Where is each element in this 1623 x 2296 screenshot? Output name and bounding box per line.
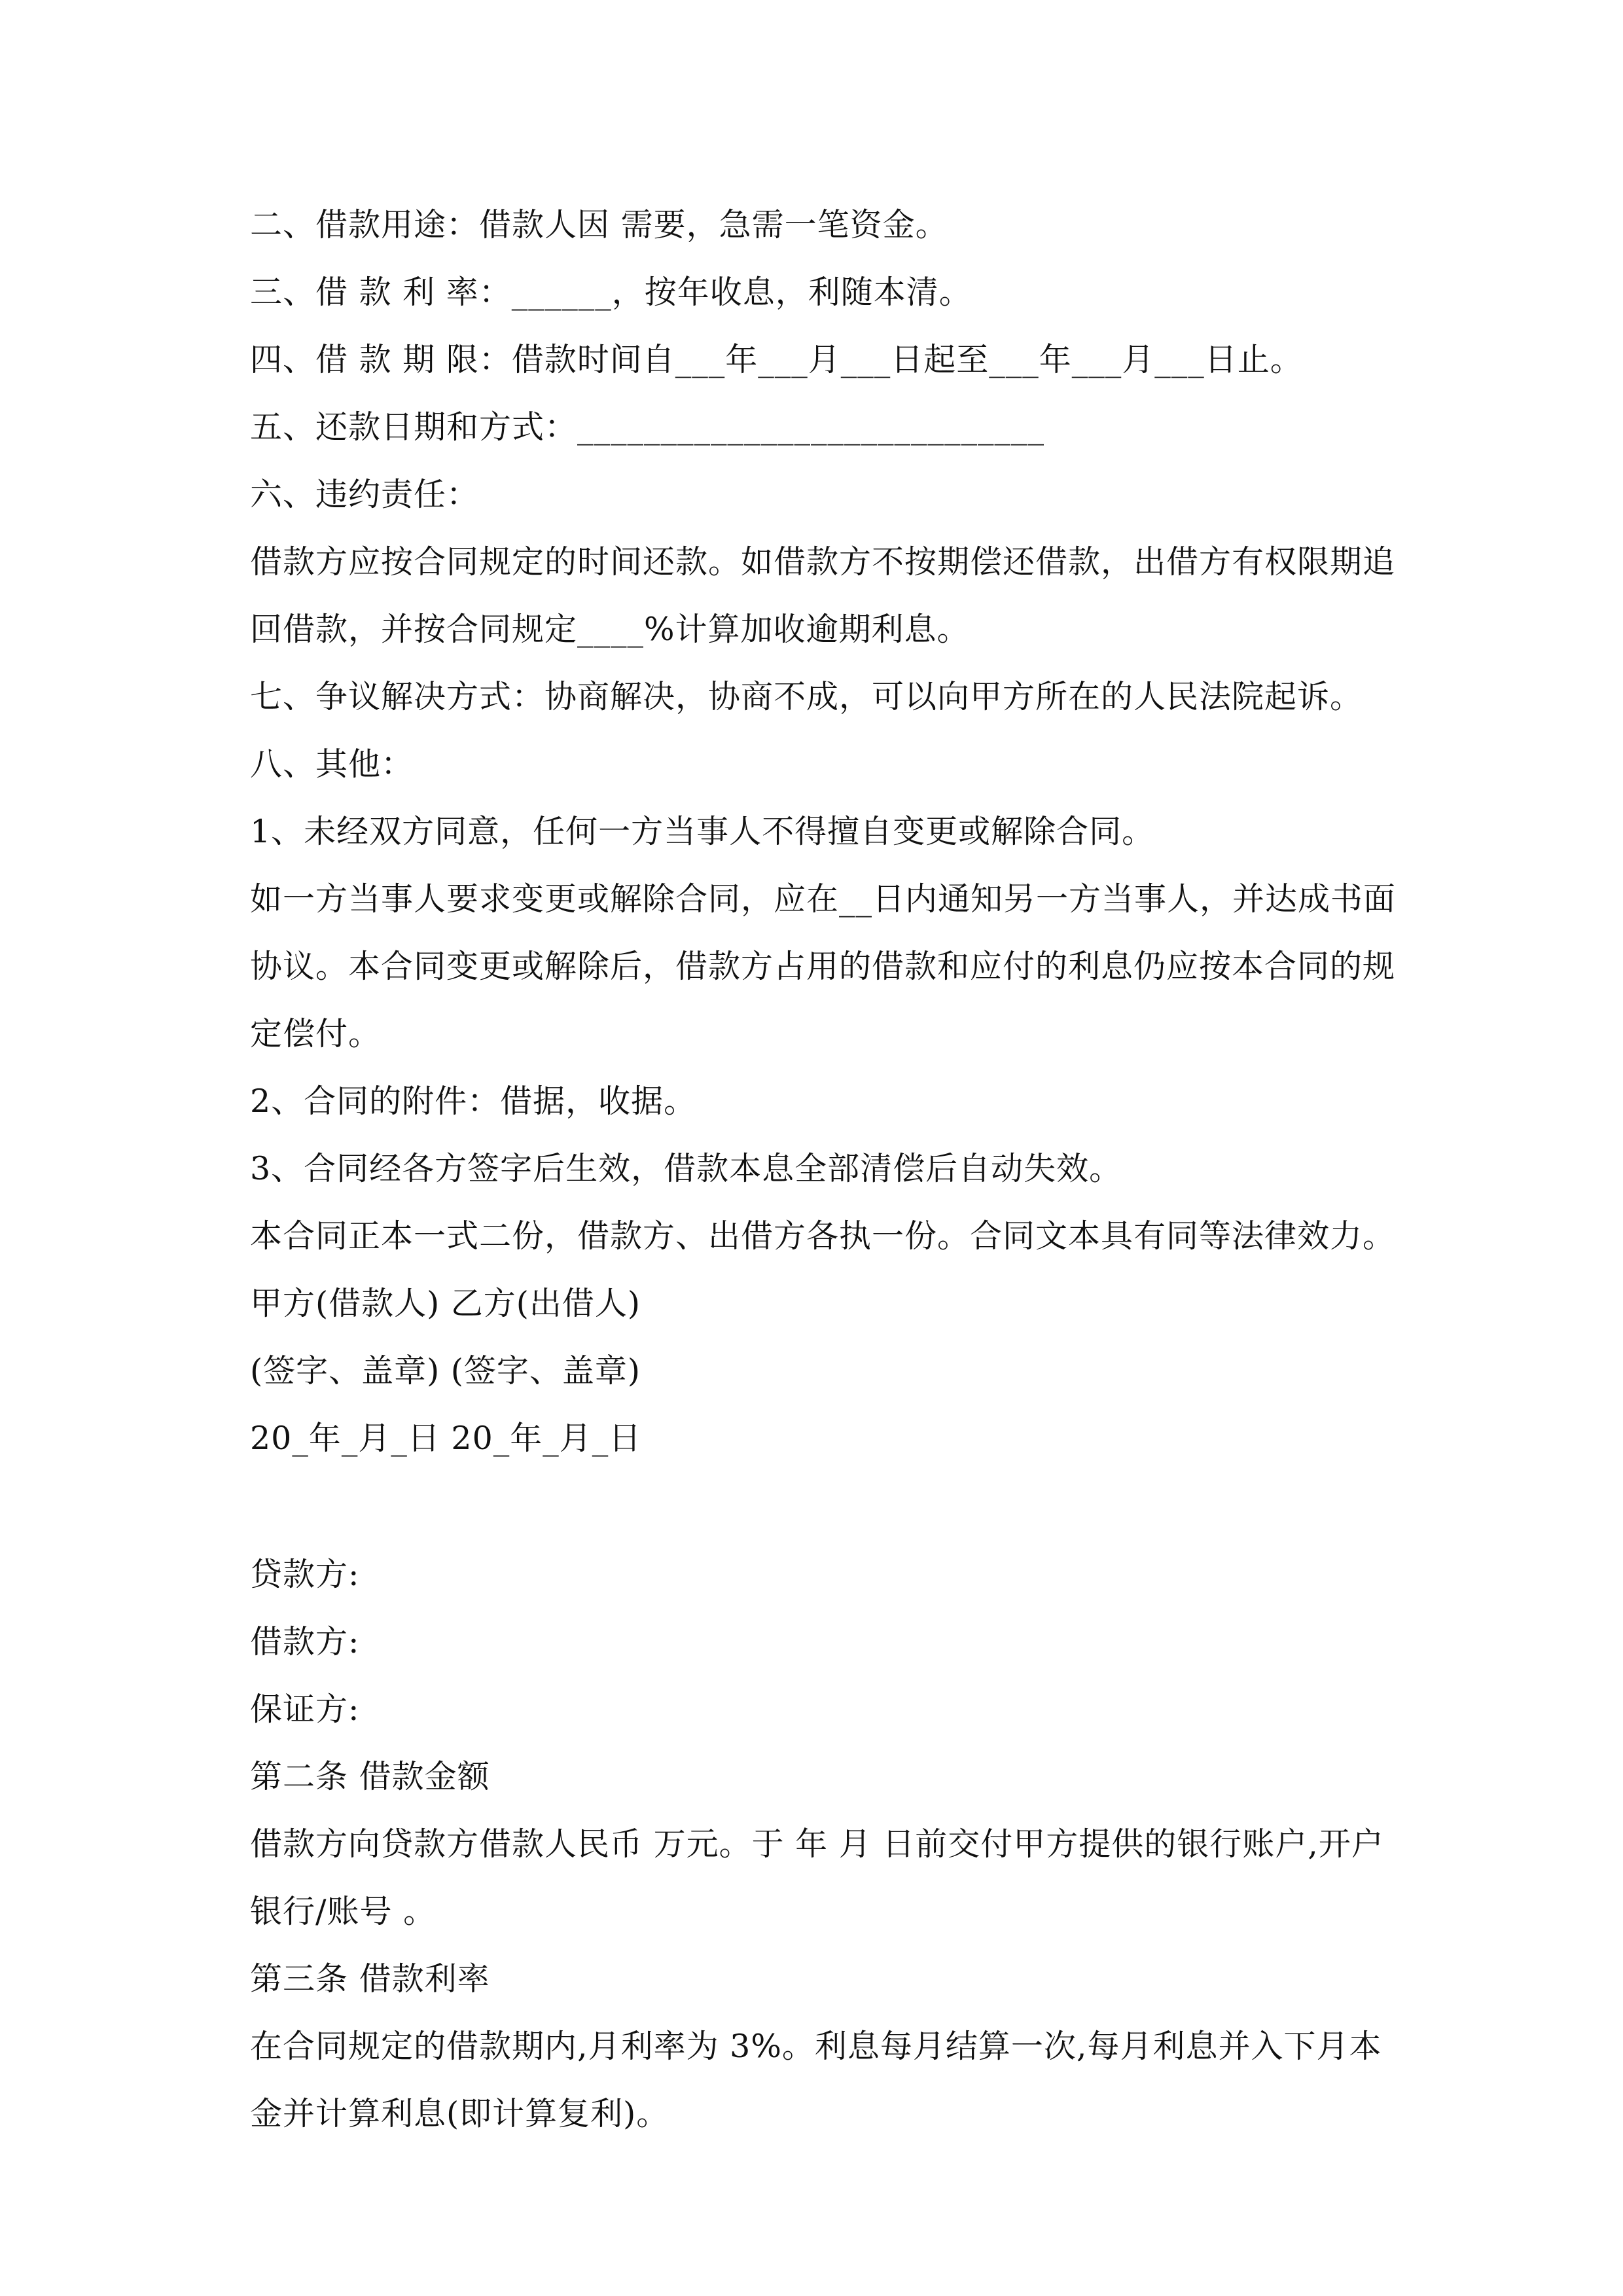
clause-dispute: 七、争议解决方式：协商解决，协商不成，可以向甲方所在的人民法院起诉。 bbox=[250, 678, 1363, 715]
guarantor-label: 保证方: bbox=[250, 1691, 360, 1728]
lender-label: 贷款方: bbox=[250, 1556, 360, 1593]
clause-loan-purpose: 二、借款用途：借款人因 需要，急需一笔资金。 bbox=[250, 206, 948, 243]
document-body bbox=[250, 207, 1428, 2163]
article-3-text-1: 在合同规定的借款期内,月利率为 3%。利息每月结算一次,每月利息并入下月本 bbox=[250, 2028, 1382, 2065]
clause-other-2: 2、合同的附件：借据，收据。 bbox=[250, 1083, 697, 1120]
clause-repayment: 五、还款日期和方式：____________________________ bbox=[250, 408, 1045, 446]
clause-interest-rate: 三、借 款 利 率：______，按年收息，利随本清。 bbox=[250, 274, 972, 311]
borrower-label: 借款方: bbox=[250, 1623, 360, 1660]
clause-breach-text-1: 借款方应按合同规定的时间还款。如借款方不按期偿还借款，出借方有权限期追 bbox=[250, 543, 1396, 581]
article-3-text-2: 金并计算利息(即计算复利)。 bbox=[250, 2095, 669, 2132]
article-2-text-1: 借款方向贷款方借款人民币 万元。于 年 月 日前交付甲方提供的银行账户,开户 bbox=[250, 1825, 1384, 1863]
signature-seal: (签字、盖章) (签字、盖章) bbox=[250, 1352, 641, 1390]
article-2-heading: 第二条 借款金额 bbox=[250, 1758, 490, 1795]
clause-breach-heading: 六、违约责任： bbox=[250, 476, 480, 513]
article-2-text-2: 银行/账号 。 bbox=[250, 1893, 437, 1930]
clause-other-1-text-1: 如一方当事人要求变更或解除合同，应在__日内通知另一方当事人，并达成书面 bbox=[250, 880, 1397, 918]
clause-loan-term: 四、借 款 期 限：借款时间自___年___月___日起至___年___月___日止。 bbox=[250, 341, 1303, 378]
clause-other-3: 3、合同经各方签字后生效，借款本息全部清偿后自动失效。 bbox=[250, 1150, 1122, 1187]
signature-date: 20_年_月_日 20_年_月_日 bbox=[250, 1420, 642, 1457]
clause-other-1-text-3: 定偿付。 bbox=[250, 1015, 382, 1052]
clause-other-1-text-2: 协议。本合同变更或解除后，借款方占用的借款和应付的利息仍应按本合同的规 bbox=[250, 948, 1396, 985]
signature-parties: 甲方(借款人) 乙方(出借人) bbox=[250, 1285, 641, 1322]
clause-other-1: 1、未经双方同意，任何一方当事人不得擅自变更或解除合同。 bbox=[250, 813, 1155, 850]
clause-other-heading: 八、其他： bbox=[250, 745, 414, 783]
article-3-heading: 第三条 借款利率 bbox=[250, 1960, 490, 1998]
clause-breach-text-2: 回借款，并按合同规定____%计算加收逾期利息。 bbox=[250, 611, 970, 648]
copies-statement: 本合同正本一式二份，借款方、出借方各执一份。合同文本具有同等法律效力。 bbox=[250, 1217, 1396, 1255]
